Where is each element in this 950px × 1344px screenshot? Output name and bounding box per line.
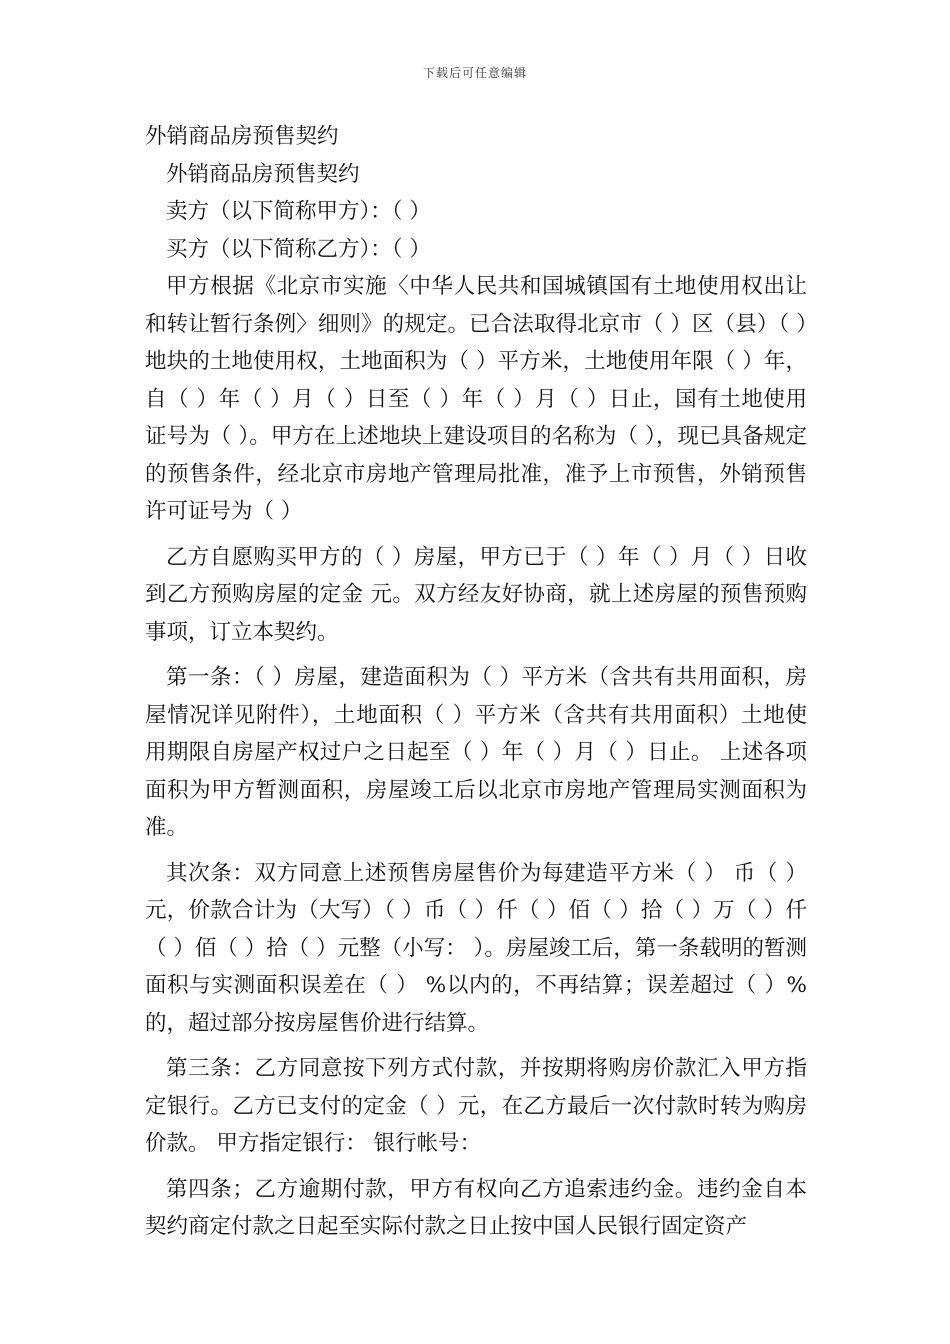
- seller-line: 卖方（以下简称甲方）：（ ）: [166, 199, 431, 224]
- document-body: [145, 118, 807, 1246]
- document-subtitle: 外销商品房预售契约: [166, 161, 360, 187]
- document-title: 外销商品房预售契约: [145, 124, 339, 149]
- article-4: 第四条；乙方逾期付款，甲方有权向乙方追索违约金。违约金自本契约商定付款之日起至实际付款之日止按中国人民银行固定资产: [145, 1176, 807, 1239]
- page-header-note: 下载后可任意编辑: [422, 66, 527, 80]
- article-3: 第三条：乙方同意按下列方式付款，并按期将购房价款汇入甲方指定银行。乙方已支付的定金（ ）元，在乙方最后一次付款时转为购房价款。 甲方指定银行： 银行帐号：: [145, 1056, 807, 1156]
- paragraph-land-use: 甲方根据《北京市实施〈中华人民共和国城镇国有土地使用权出让和转让暂行条例〉细则》的规定。已合法取得北京市（ ）区（县）（ ）地块的土地使用权，土地面积为（ ）平方米，土地使用年限（ ）年，自（ ）年（ ）月（ ）日至（ ）年（ ）月（ ）日止，国有土地使用证号为（ ）。甲方在上述地块上建设项目的名称为（ ），现已具备规定的预售条件，经北京市房地产管理局批准，准予上市预售，外销预售许可证号为（ ）: [145, 274, 807, 524]
- buyer-line: 买方（以下简称乙方）：（ ）: [166, 236, 431, 262]
- article-2: 其次条：双方同意上述预售房屋售价为每建造平方米（ ） 币（ ）元，价款合计为（大写）（ ）币（ ）仟（ ）佰（ ）拾（ ）万（ ）仟（ ）佰（ ）拾（ ）元整（小写： ）。房屋竣工后，第一条载明的暂测面积与实测面积误差在（ ） %以内的，不再结算；误差超过（ ）%的，超过部分按房屋售价进行结算。: [145, 860, 807, 1036]
- article-1: 第一条：（ ）房屋，建造面积为（ ）平方米（含共有共用面积，房屋情况详见附件），土地面积（ ）平方米（含共有共用面积）土地使用期限自房屋产权过户之日起至（ ）年（ ）月（ ）日止。 上述各项面积为甲方暂测面积，房屋竣工后以北京市房地产管理局实测面积为准。: [145, 665, 807, 840]
- paragraph-deposit: 乙方自愿购买甲方的（ ）房屋，甲方已于（ ）年（ ）月（ ）日收到乙方预购房屋的定金 元。双方经友好协商，就上述房屋的预售预购事项，订立本契约。: [145, 544, 807, 645]
